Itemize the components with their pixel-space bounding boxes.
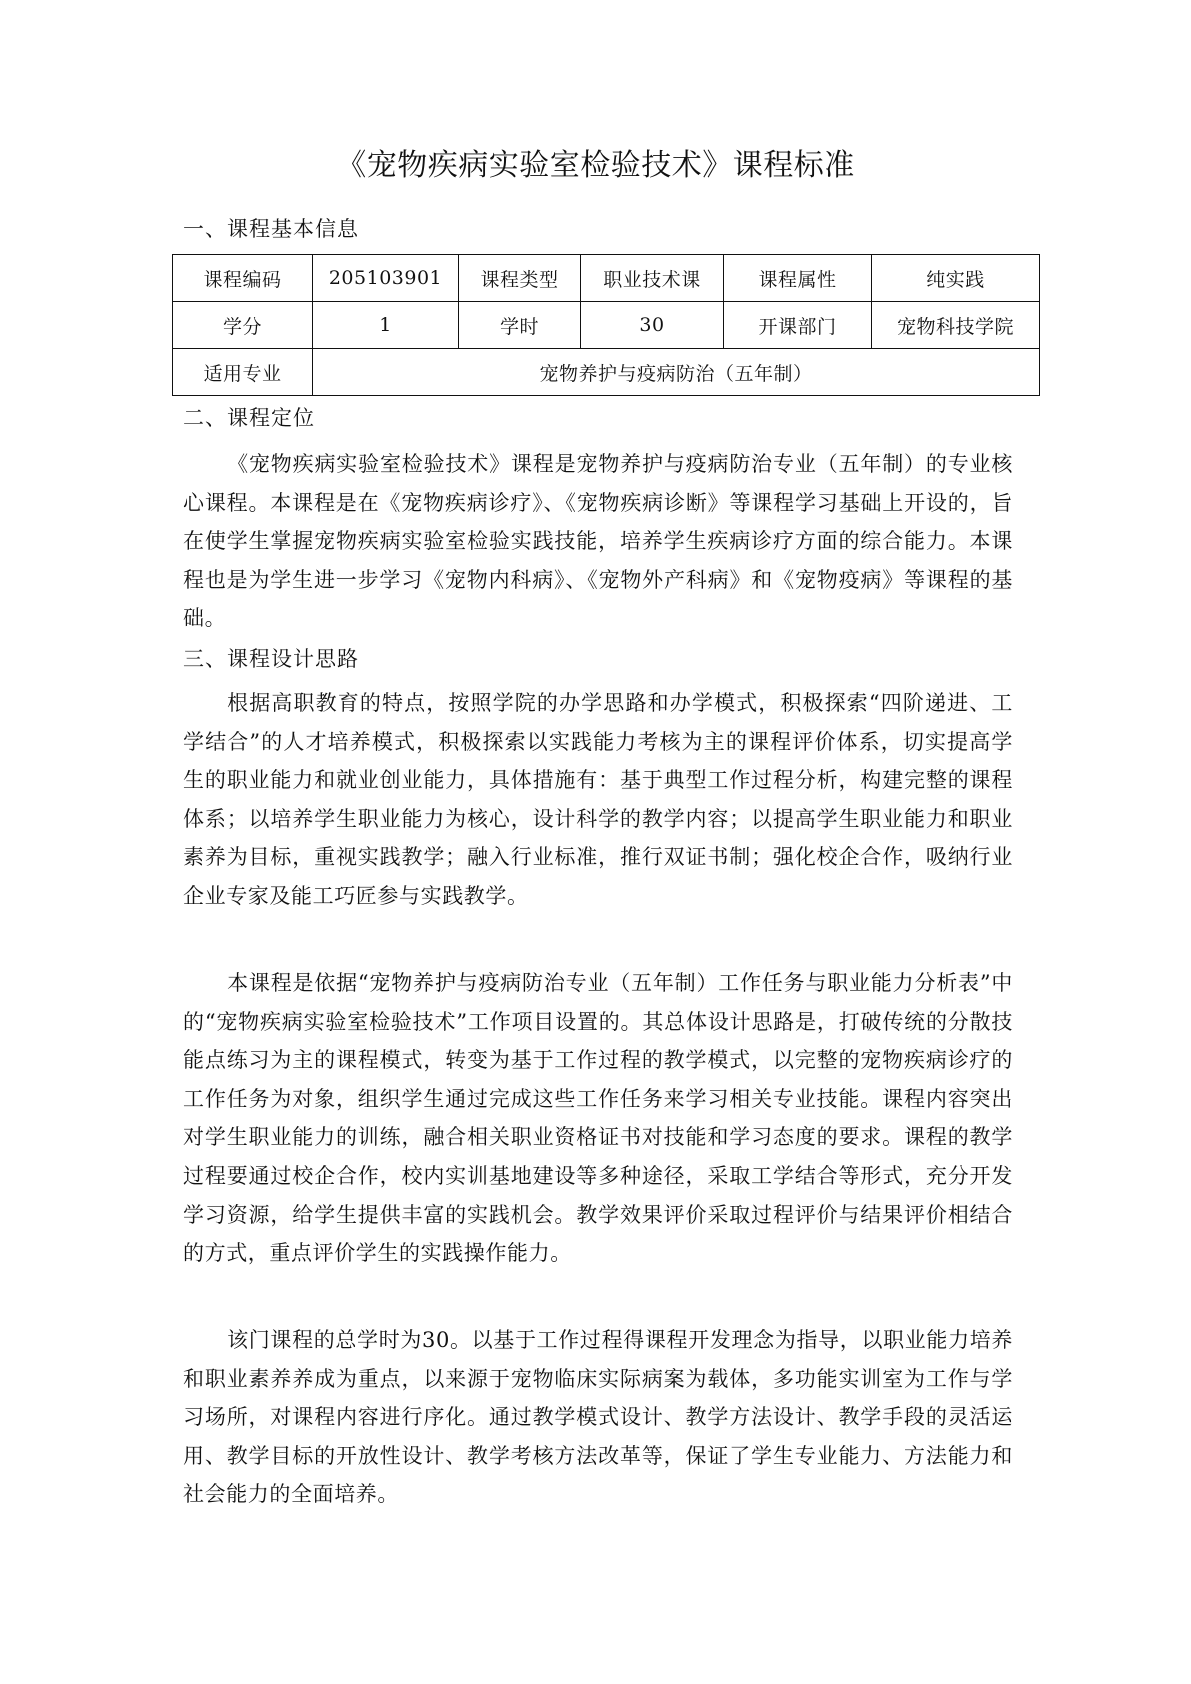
table-row [173, 302, 1040, 349]
credit-value: 1 [313, 302, 459, 349]
department-value: 宠物科技学院 [872, 302, 1040, 349]
hours-label: 学时 [459, 302, 581, 349]
course-attr-label: 课程属性 [724, 255, 872, 302]
paragraph-positioning: 《宠物疾病实验室检验技术》课程是宠物养护与疫病防治专业（五年制）的专业核心课程。本课程是在《宠物疾病诊疗》、《宠物疾病诊断》等课程学习基础上开设的，旨在使学生掌握宠物疾病实验室检验实践技能，培养学生疾病诊疗方面的综合能力。本课程也是为学生进一步学习《宠物内科病》、《宠物外产科病》和《宠物疫病》等课程的基础。 [183, 452, 1013, 631]
department-label: 开课部门 [724, 302, 872, 349]
course-code-label: 课程编码 [173, 255, 313, 302]
major-value: 宠物养护与疫病防治（五年制） [313, 349, 1040, 396]
course-type-label: 课程类型 [459, 255, 581, 302]
major-label: 适用专业 [173, 349, 313, 396]
section-heading-design: 三、课程设计思路 [183, 647, 359, 671]
credit-label: 学分 [173, 302, 313, 349]
table-row [173, 255, 1040, 302]
paragraph-design-1: 根据高职教育的特点，按照学院的办学思路和办学模式，积极探索“四阶递进、工学结合”的人才培养模式，积极探索以实践能力考核为主的课程评价体系，切实提高学生的职业能力和就业创业能力，具体措施有：基于典型工作过程分析，构建完整的课程体系；以培养学生职业能力为核心，设计科学的教学内容；以提高学生职业能力和职业素养为目标，重视实践教学；融入行业标准，推行双证书制；强化校企合作，吸纳行业企业专家及能工巧匠参与实践教学。 [183, 691, 1013, 908]
section-heading-positioning: 二、课程定位 [183, 406, 315, 430]
course-type-value: 职业技术课 [581, 255, 724, 302]
paragraph-design-3: 该门课程的总学时为30。以基于工作过程得课程开发理念为指导，以职业能力培养和职业素养养成为重点，以来源于宠物临床实际病案为载体，多功能实训室为工作与学习场所，对课程内容进行序化。通过教学模式设计、教学方法设计、教学手段的灵活运用、教学目标的开放性设计、教学考核方法改革等，保证了学生专业能力、方法能力和社会能力的全面培养。 [183, 1328, 1013, 1507]
hours-value: 30 [581, 302, 724, 349]
table-row [173, 349, 1040, 396]
course-code-value: 205103901 [313, 255, 459, 302]
course-attr-value: 纯实践 [872, 255, 1040, 302]
section-heading-basic-info: 一、课程基本信息 [183, 217, 359, 241]
course-info-table [172, 254, 1040, 396]
paragraph-design-2: 本课程是依据“宠物养护与疫病防治专业（五年制）工作任务与职业能力分析表”中的“宠物疾病实验室检验技术”工作项目设置的。其总体设计思路是，打破传统的分散技能点练习为主的课程模式，转变为基于工作过程的教学模式，以完整的宠物疾病诊疗的工作任务为对象，组织学生通过完成这些工作任务来学习相关专业技能。课程内容突出对学生职业能力的训练，融合相关职业资格证书对技能和学习态度的要求。课程的教学过程要通过校企合作，校内实训基地建设等多种途径，采取工学结合等形式，充分开发学习资源，给学生提供丰富的实践机会。教学效果评价采取过程评价与结果评价相结合的方式，重点评价学生的实践操作能力。 [183, 971, 1013, 1266]
document-title: 《宠物疾病实验室检验技术》课程标准 [336, 148, 855, 183]
